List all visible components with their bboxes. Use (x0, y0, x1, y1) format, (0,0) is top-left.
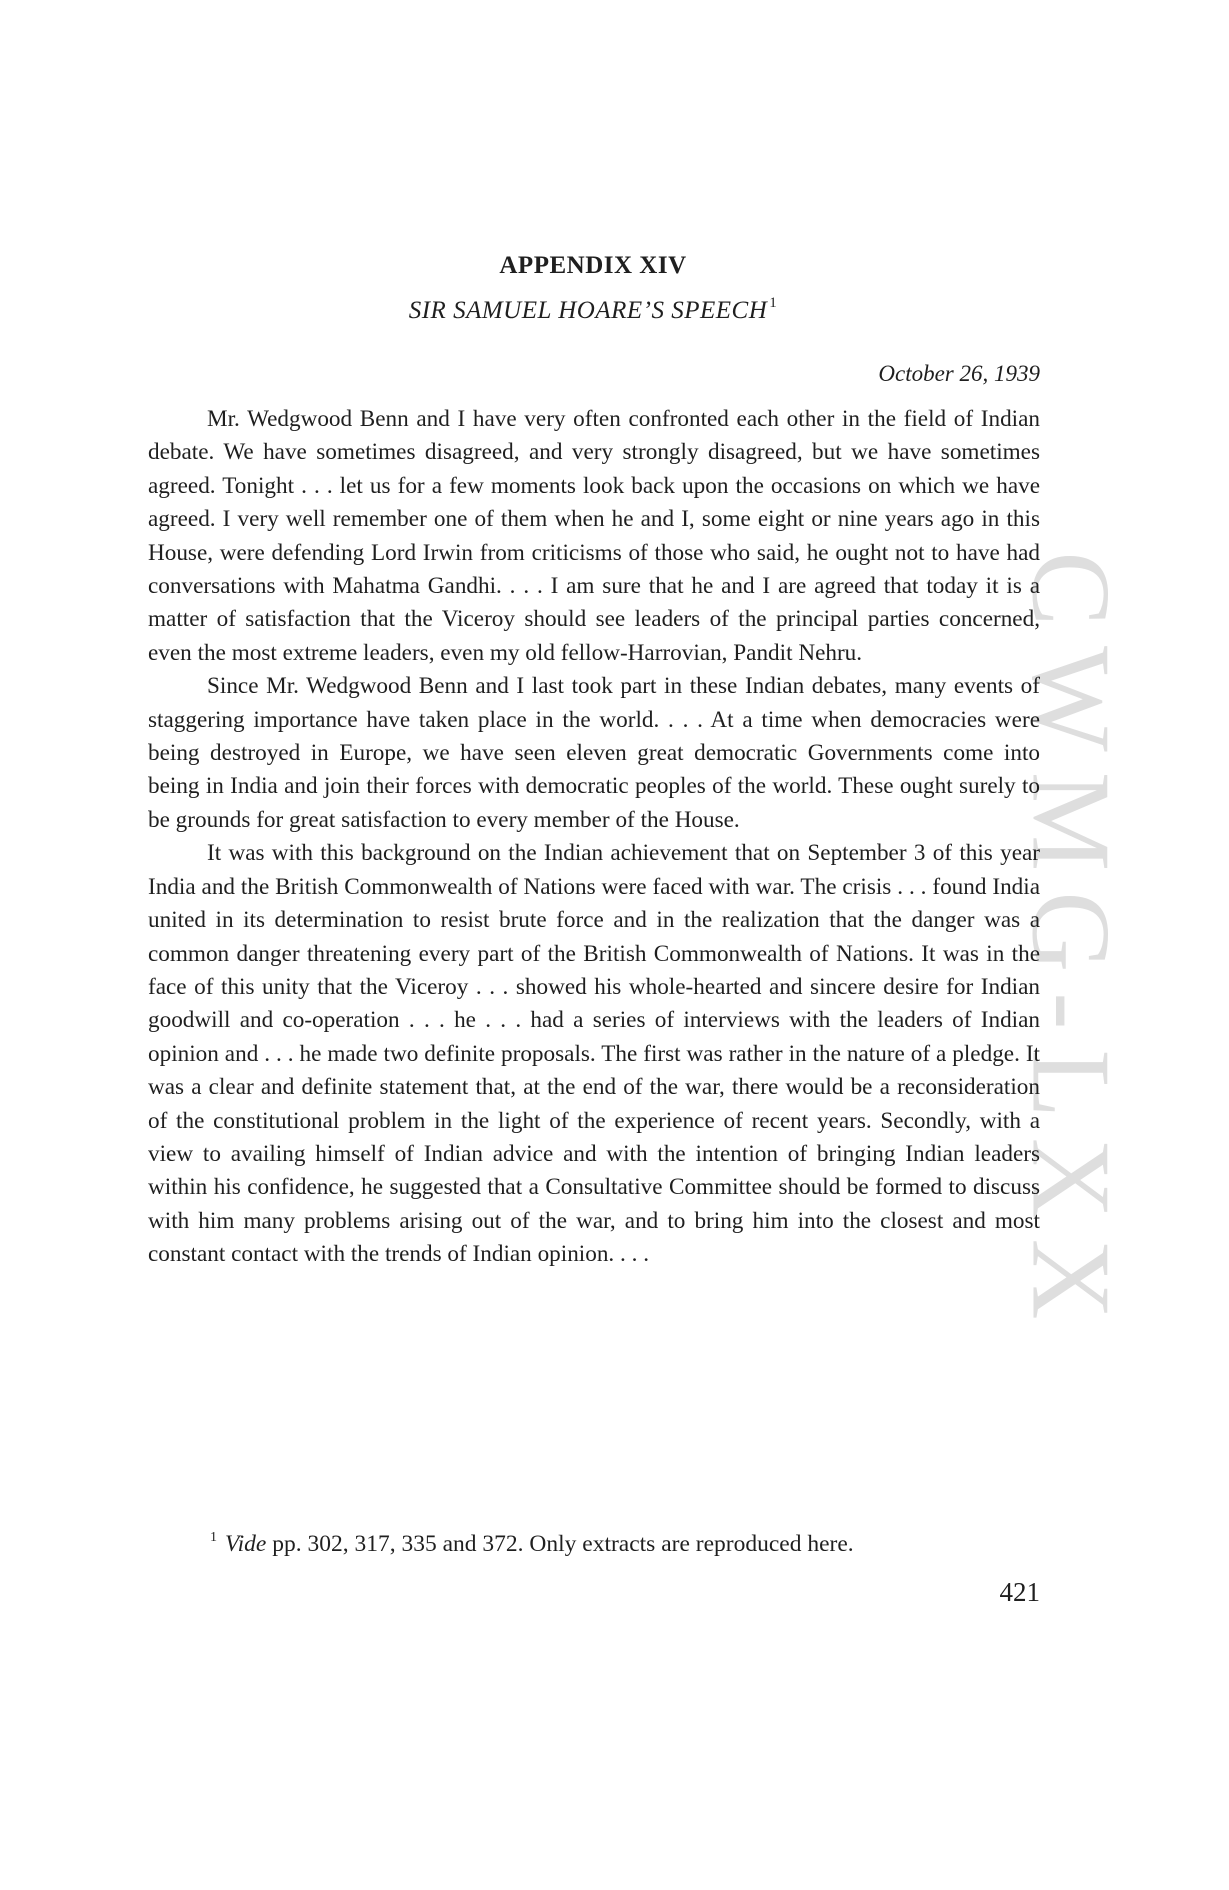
appendix-title: APPENDIX XIV (499, 252, 687, 279)
footnote-marker: 1 (210, 1530, 217, 1545)
footnote-reference: 1 (769, 295, 778, 311)
footnote (210, 1531, 1040, 1558)
speech-body (148, 403, 1040, 1272)
footnote-vide: Vide (225, 1531, 267, 1557)
speech-date: October 26, 1939 (878, 361, 1040, 386)
speech-title-text: SIR SAMUEL HOARE’S SPEECH (408, 297, 768, 324)
paragraph: Mr. Wedgwood Benn and I have very often confronted each other in the field of Indian debate. We have sometimes disagreed, and very strongly disagreed, but we have sometimes agreed. Tonight . . . let us for a few moments look back upon the occasions on which we have agreed. I very well remember one of them when he and I, some eight or nine years ago in this House, were defending Lord Irwin from criticisms of those who said, he ought not to have had conversations with Mahatma Gandhi. . . . I am sure that he and I are agreed that today it is a matter of satisfaction that the Viceroy should see leaders of the principal parties concerned, even the most extreme leaders, even my old fellow-Harrovian, Pandit Nehru. (148, 406, 1040, 666)
watermark-text: CWMG-LXX (1008, 550, 1133, 1340)
paragraph: Since Mr. Wedgwood Benn and I last took part in these Indian debates, many events of staggering importance have taken place in the world. . . . At a time when democracies were being destroyed in Europe, we have seen eleven great democratic Governments come into being in India and join their forces with democratic peoples of the world. These ought surely to be grounds for great satisfaction to every member of the House. (148, 673, 1040, 833)
paragraph: It was with this background on the Indian achievement that on September 3 of this year India and the British Commonwealth of Nations were faced with war. The crisis . . . found India united in its determination to resist brute force and in the realization that the danger was a common danger threatening every part of the British Commonwealth of Nations. It was in the face of this unity that the Viceroy . . . showed his whole-hearted and sincere desire for Indian goodwill and co-operation . . . he . . . had a series of interviews with the leaders of Indian opinion and . . . he made two definite proposals. The first was rather in the nature of a pledge. It was a clear and definite statement that, at the end of the war, there would be a reconsideration of the constitutional problem in the light of the experience of recent years. Secondly, with a view to availing himself of Indian advice and with the intention of bringing Indian leaders within his confidence, he suggested that a Consultative Committee should be formed to discuss with him many problems arising out of the war, and to bring him into the closest and most constant contact with the trends of Indian opinion. . . . (148, 840, 1040, 1268)
footnote-text: pp. 302, 317, 335 and 372. Only extracts are reproduced here. (266, 1531, 854, 1557)
speech-title (148, 297, 1038, 325)
page-number: 421 (999, 1577, 1040, 1607)
